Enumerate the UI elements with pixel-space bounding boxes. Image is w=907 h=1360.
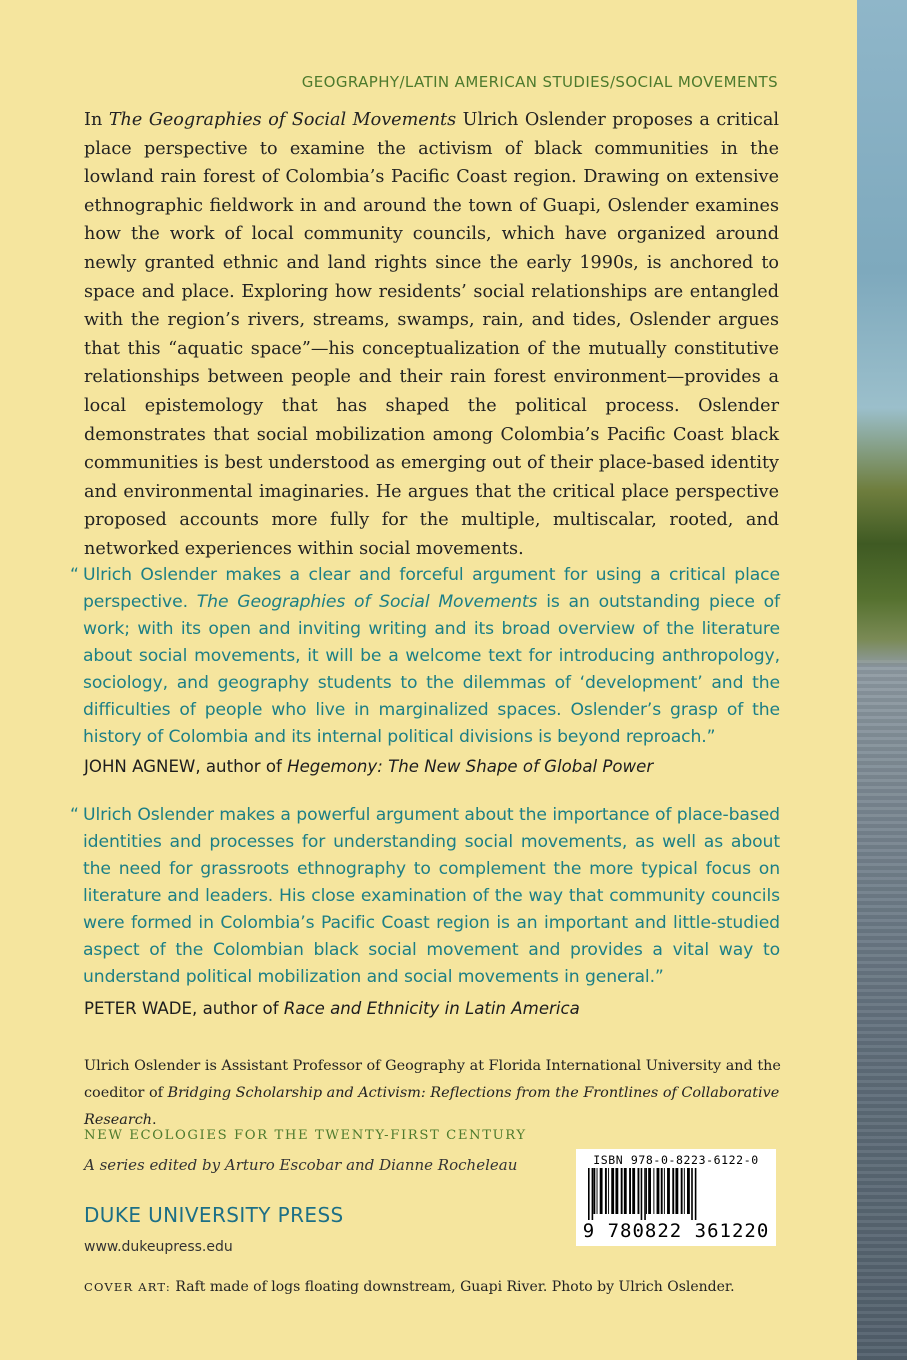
publisher-name: DUKE UNIVERSITY PRESS — [84, 1203, 344, 1227]
open-quote-mark: “ — [70, 565, 79, 585]
blurb-2-text-before: Ulrich Oslender makes a powerful argument about the importance of place-based identities and processes for understanding social movements, as well as about the need for grassroots ethnography to complement the more typical focus on literature and leaders. His close examination of the way that community councils were formed in Colombia’s Pacific Coast region is an important and little-studied aspect of the Colombian black social movement and provides a vital way to understand political mobilization and social movements in general.” — [83, 805, 780, 987]
blurb-2-attribution — [84, 999, 580, 1018]
series-name: NEW ECOLOGIES FOR THE TWENTY-FIRST CENTURY — [84, 1128, 527, 1143]
description-book-title: The Geographies of Social Movements — [108, 110, 457, 130]
description-text: Ulrich Oslender proposes a critical place perspective to examine the activism of black communities in the lowland rain forest of Colombia’s Pacific Coast region. Drawing on extensive ethnographic fieldwork in and around the town of Guapi, Oslender examines how the work of local community councils, which have organized around newly granted ethnic and land rights since the early 1990s, is anchored to space and place. Exploring how residents’ social relationships are entangled with the region’s rivers, streams, swamps, rain, and tides, Oslender argues that this “aquatic space”—his conceptualization of the mutually constitutive relationships between people and their rain forest environment—provides a local epistemology that has shaped the political process. Oslender demonstrates that social mobilization among Colombia’s Pacific Coast black communities is best understood as emerging out of their place-based identity and environmental imaginaries. He argues that the critical place perspective proposed accounts more fully for the multiple, multiscalar, rooted, and networked experiences within social movements. — [84, 110, 779, 559]
bio-text: Ulrich Oslender is Assistant Professor of Geography at Florida International University and the coeditor of — [84, 1058, 781, 1101]
cover-photo-edge — [857, 0, 907, 1360]
cover-art-text: Raft made of logs floating downstream, Guapi River. Photo by Ulrich Oslender. — [170, 1279, 735, 1295]
book-description — [84, 106, 779, 564]
isbn-barcode — [576, 1149, 776, 1246]
barcode-bars-icon — [586, 1168, 766, 1220]
blurb-1-author-role: , author of — [195, 757, 288, 776]
blurb-1-author: JOHN AGNEW — [84, 757, 196, 776]
blurb-2-author-book: Race and Ethnicity in Latin America — [283, 999, 580, 1018]
cover-art-credit — [84, 1279, 735, 1295]
blurb-1 — [70, 562, 780, 751]
blurb-1-attribution — [84, 757, 653, 776]
blurb-2-author-role: , author of — [192, 999, 284, 1018]
blurb-1-text-before: Ulrich Oslender makes a clear and forceful argument for using a critical place perspective. — [83, 565, 780, 612]
isbn-label: ISBN 978-0-8223-6122-0 — [593, 1153, 759, 1167]
description-intro: In — [84, 110, 109, 130]
publisher-url[interactable]: www.dukeupress.edu — [84, 1239, 233, 1255]
subject-category: GEOGRAPHY/LATIN AMERICAN STUDIES/SOCIAL MOVEMENTS — [301, 73, 778, 91]
open-quote-mark: “ — [70, 805, 79, 825]
author-bio — [84, 1053, 784, 1134]
blurb-2-author: PETER WADE — [84, 999, 193, 1018]
bio-book: Bridging Scholarship and Activism: Reflections from the Frontlines of Collaborative Research — [84, 1085, 780, 1128]
river-water — [857, 660, 907, 1360]
blurb-1-title: The Geographies of Social Movements — [196, 592, 538, 612]
bio-end: . — [152, 1112, 157, 1128]
cover-art-label: COVER ART: — [84, 1280, 171, 1294]
barcode-digits: 9 780822 361220 — [582, 1220, 770, 1242]
blurb-2 — [70, 802, 780, 991]
blurb-1-author-book: Hegemony: The New Shape of Global Power — [287, 757, 654, 776]
blurb-1-text-after: is an outstanding piece of work; with its open and inviting writing and its broad overview of the literature about social movements, it will be a welcome text for introducing anthropology, sociology, and geography students to the dilemmas of ‘development’ and the difficulties of people who live in marginalized spaces. Oslender’s grasp of the history of Colombia and its internal political divisions is beyond reproach.” — [83, 592, 781, 747]
series-editors: A series edited by Arturo Escobar and Dianne Rocheleau — [84, 1156, 518, 1174]
